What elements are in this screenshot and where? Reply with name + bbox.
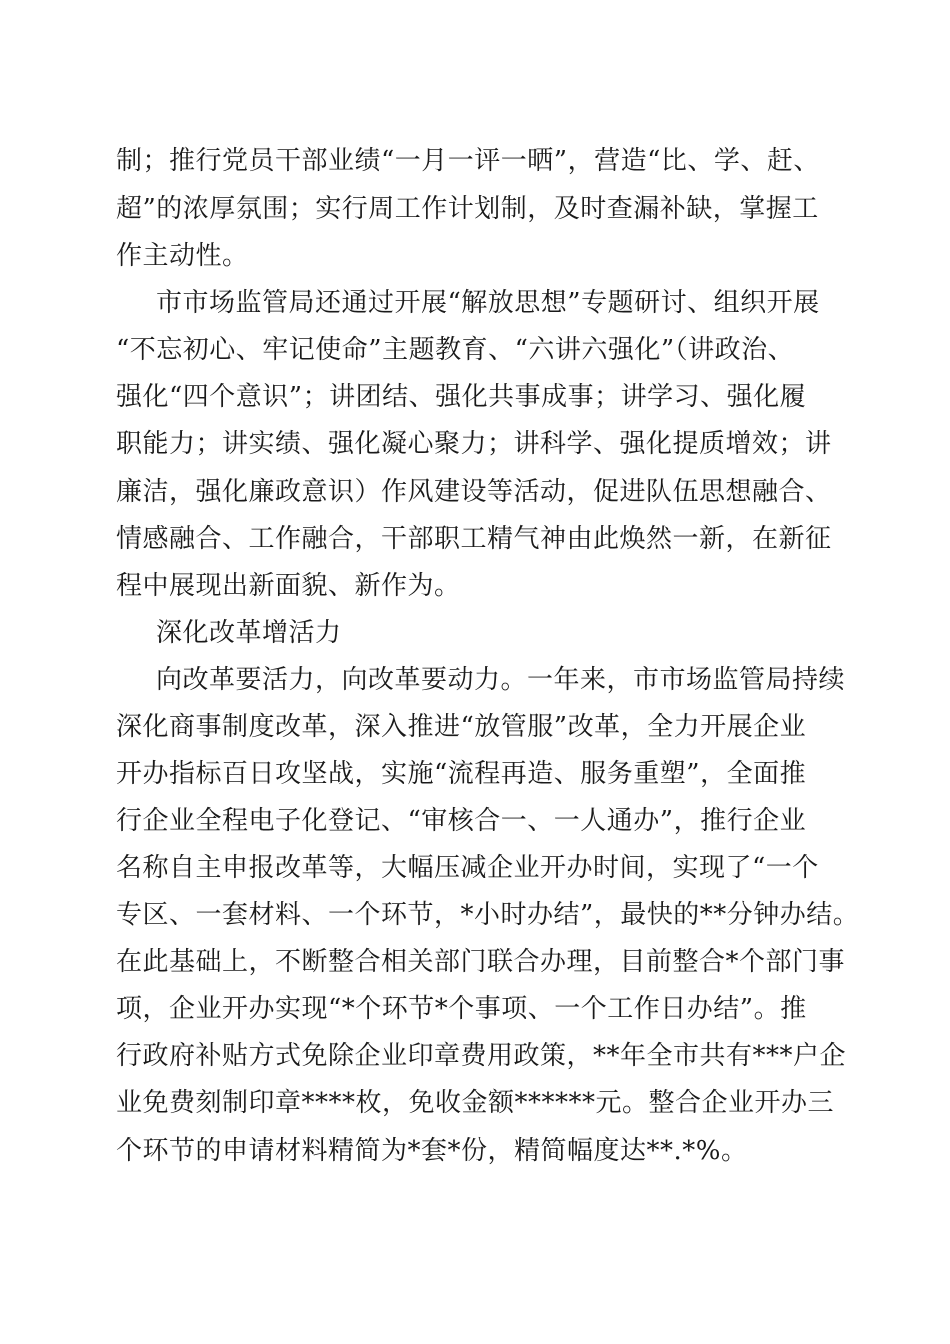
text-line: 个环节的申请材料精简为*套*份，精简幅度达**.*%。 xyxy=(116,1136,748,1166)
text-line: 开办指标百日攻坚战，实施“流程再造、服务重塑”，全面推 xyxy=(116,759,807,789)
text-line: 行企业全程电子化登记、“审核合一、一人通办”，推行企业 xyxy=(116,806,807,836)
text-line: 向改革要活力，向改革要动力。一年来，市市场监管局持续 xyxy=(156,665,846,695)
text-line: 名称自主申报改革等，大幅压减企业开办时间，实现了“一个 xyxy=(116,853,819,883)
text-line: 专区、一套材料、一个环节，*小时办结”，最快的**分钟办结。 xyxy=(116,900,860,930)
text-line: 廉洁，强化廉政意识）作风建设等活动，促进队伍思想融合、 xyxy=(116,477,832,507)
text-line: 制；推行党员干部业绩“一月一评一晒”，营造“比、学、赶、 xyxy=(116,146,820,176)
text-line: 行政府补贴方式免除企业印章费用政策，**年全市共有***户企 xyxy=(116,1041,847,1071)
text-line: 项，企业开办实现“*个环节*个事项、一个工作日办结”。推 xyxy=(116,994,807,1024)
text-line: 业免费刻制印章****枚，免收金额******元。整合企业开办三 xyxy=(116,1088,835,1118)
text-line: 强化“四个意识”；讲团结、强化共事成事；讲学习、强化履 xyxy=(116,382,807,412)
text-line: 情感融合、工作融合，干部职工精气神由此焕然一新，在新征 xyxy=(116,524,832,554)
text-line: 在此基础上，不断整合相关部门联合办理，目前整合*个部门事 xyxy=(116,947,846,977)
text-line: “不忘初心、牢记使命”主题教育、“六讲六强化”（讲政治、 xyxy=(116,335,795,365)
text-line: 程中展现出新面貌、新作为。 xyxy=(116,571,461,601)
text-line: 深化商事制度改革，深入推进“放管服”改革，全力开展企业 xyxy=(116,712,807,742)
text-line: 超”的浓厚氛围；实行周工作计划制，及时查漏补缺，掌握工 xyxy=(116,194,819,224)
text-line: 职能力；讲实绩、强化凝心聚力；讲科学、强化提质增效；讲 xyxy=(116,429,832,459)
text-line: 作主动性。 xyxy=(116,241,249,271)
text-line: 市市场监管局还通过开展“解放思想”专题研讨、组织开展 xyxy=(156,288,820,318)
section-heading: 深化改革增活力 xyxy=(156,618,342,648)
